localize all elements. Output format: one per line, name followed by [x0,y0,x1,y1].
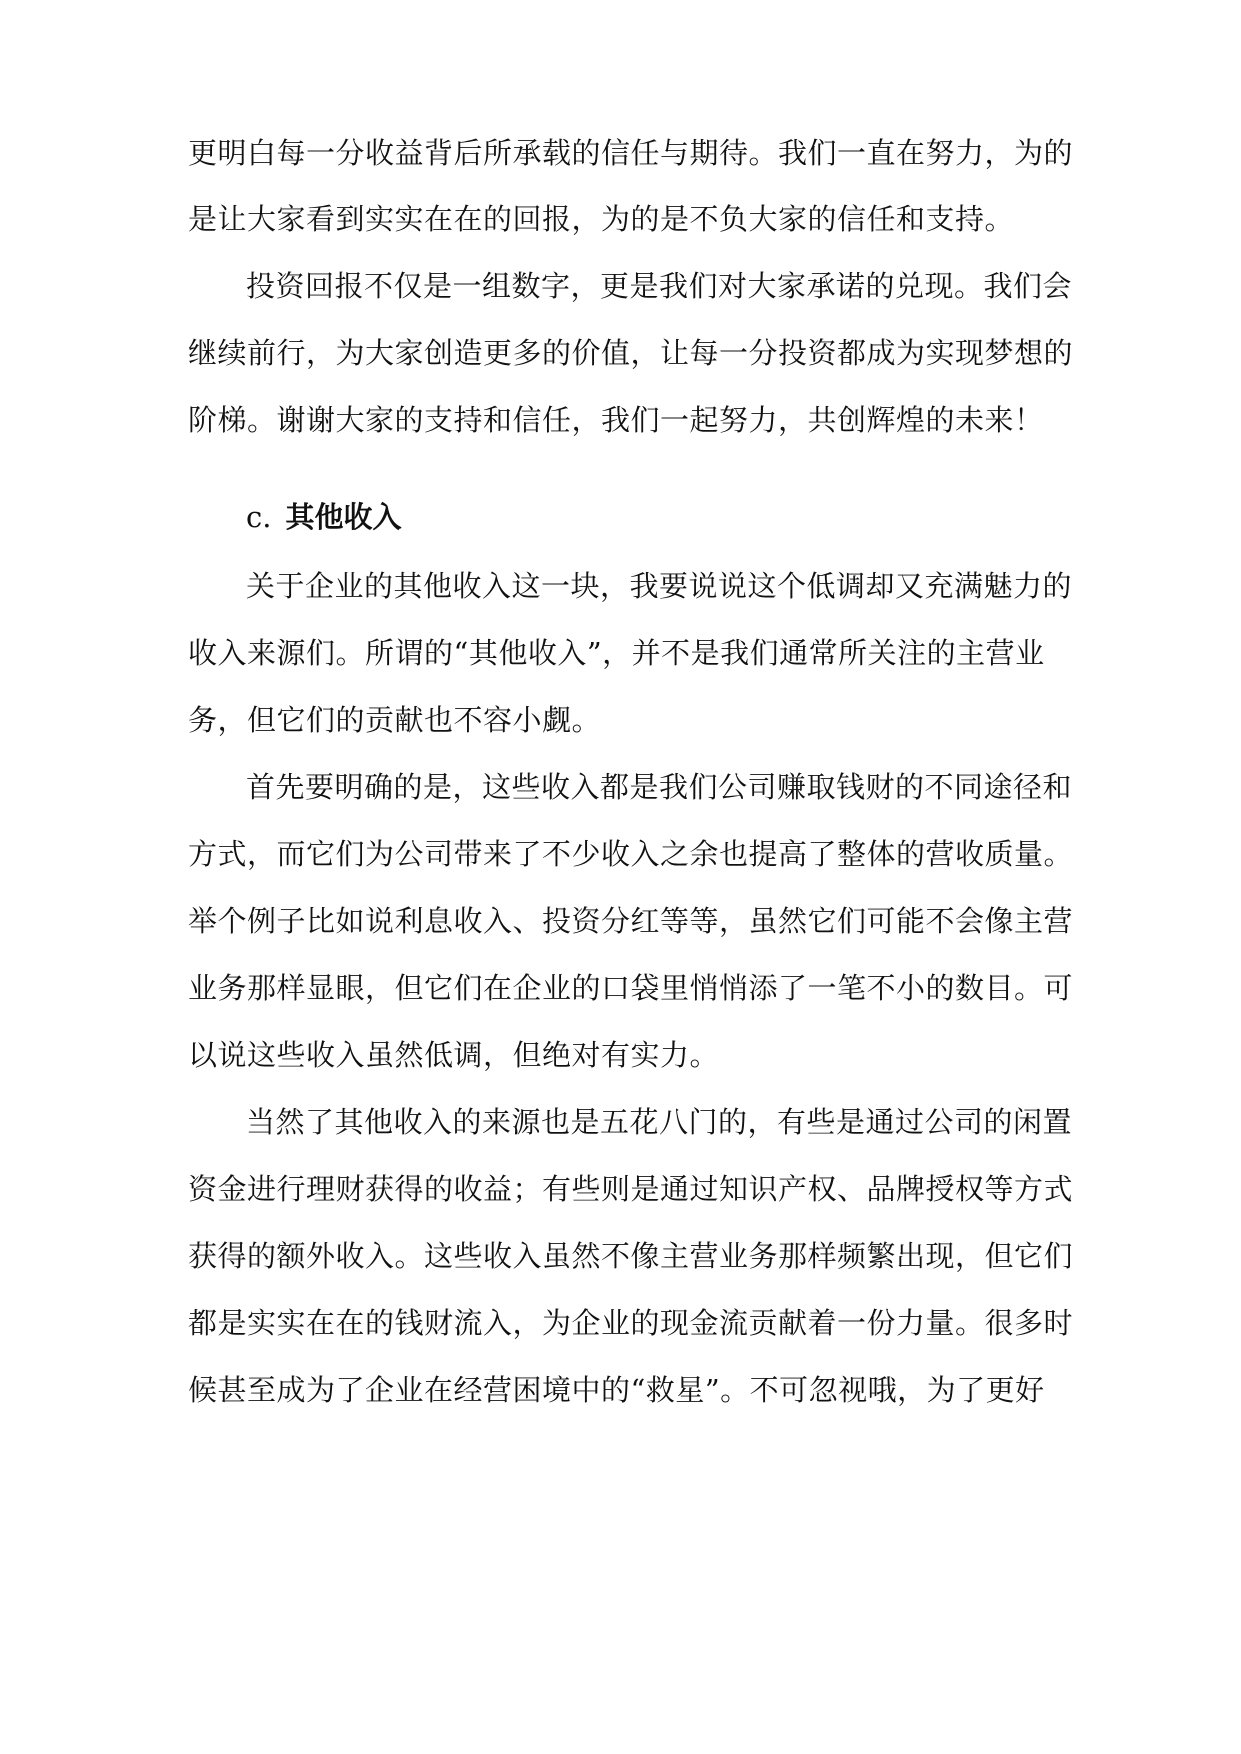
section-label: c. [246,500,272,534]
paragraph-line: 都是实实在在的钱财流入，为企业的现金流贡献着一份力量。很多时 [188,1306,1074,1340]
paragraph-line: 务，但它们的贡献也不容小觑。 [188,703,602,737]
paragraph-line: 关于企业的其他收入这一块，我要说说这个低调却又充满魅力的 [246,569,1073,603]
paragraph-line: 首先要明确的是，这些收入都是我们公司赚取钱财的不同途径和 [246,770,1073,804]
paragraph-line: 阶梯。谢谢大家的支持和信任，我们一起努力，共创辉煌的未来！ [188,403,1044,437]
paragraph-line: 更明白每一分收益背后所承载的信任与期待。我们一直在努力，为的 [188,136,1074,170]
paragraph-line: 当然了其他收入的来源也是五花八门的，有些是通过公司的闲置 [246,1105,1073,1139]
paragraph-line: 是让大家看到实实在在的回报，为的是不负大家的信任和支持。 [188,202,1015,236]
paragraph-line: 获得的额外收入。这些收入虽然不像主营业务那样频繁出现，但它们 [188,1239,1074,1273]
paragraph-line: 以说这些收入虽然低调，但绝对有实力。 [188,1038,720,1072]
paragraph-line: 候甚至成为了企业在经营困境中的“救星”。不可忽视哦，为了更好 [188,1373,1045,1407]
section-heading [246,497,401,537]
paragraph-line: 继续前行，为大家创造更多的价值，让每一分投资都成为实现梦想的 [188,336,1074,370]
paragraph-line: 投资回报不仅是一组数字，更是我们对大家承诺的兑现。我们会 [246,269,1073,303]
section-title: 其他收入 [285,500,402,534]
paragraph-line: 资金进行理财获得的收益；有些则是通过知识产权、品牌授权等方式 [188,1172,1074,1206]
paragraph-line: 举个例子比如说利息收入、投资分红等等，虽然它们可能不会像主营 [188,904,1074,938]
paragraph-line: 业务那样显眼，但它们在企业的口袋里悄悄添了一笔不小的数目。可 [188,971,1074,1005]
paragraph-line: 方式，而它们为公司带来了不少收入之余也提高了整体的营收质量。 [188,837,1074,871]
paragraph-line: 收入来源们。所谓的“其他收入”，并不是我们通常所关注的主营业 [188,636,1045,670]
